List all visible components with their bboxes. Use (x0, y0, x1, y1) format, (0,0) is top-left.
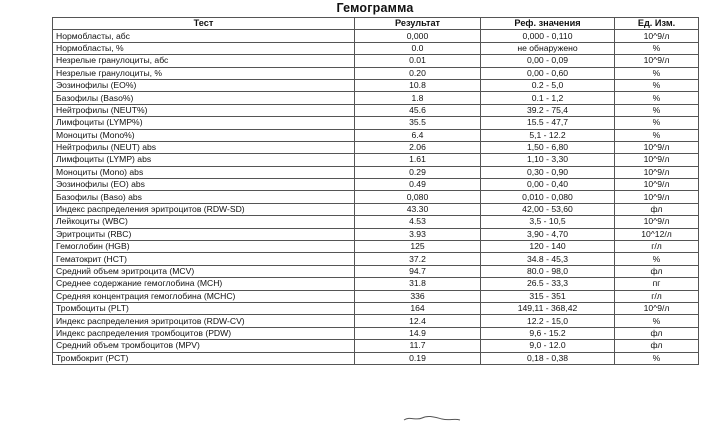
cell-unit: % (615, 79, 699, 91)
cell-reference: 34.8 - 45,3 (481, 253, 615, 265)
cell-result: 10.8 (355, 79, 481, 91)
cell-reference: 12.2 - 15,0 (481, 315, 615, 327)
table-row (53, 327, 699, 339)
cell-reference: 42,00 - 53,60 (481, 203, 615, 215)
cell-test: Моноциты (Mono%) (53, 129, 355, 141)
cell-test: Нейтрофилы (NEUT) abs (53, 141, 355, 153)
cell-result: 94.7 (355, 265, 481, 277)
cell-test: Моноциты (Mono) abs (53, 166, 355, 178)
cell-unit: 10^9/л (615, 166, 699, 178)
cell-unit: 10^9/л (615, 30, 699, 42)
cell-result: 45.6 (355, 104, 481, 116)
table-row (53, 241, 699, 253)
cell-reference: 9,6 - 15.2 (481, 327, 615, 339)
cell-result: 0.20 (355, 67, 481, 79)
cell-result: 4.53 (355, 216, 481, 228)
table-row (53, 30, 699, 42)
table-row (53, 79, 699, 91)
cell-unit: % (615, 352, 699, 364)
table-row (53, 129, 699, 141)
cell-result: 0.49 (355, 179, 481, 191)
table-row (53, 278, 699, 290)
table-row (53, 117, 699, 129)
column-header-unit: Ед. Изм. (615, 18, 699, 30)
cell-unit: 10^12/л (615, 228, 699, 240)
table-row (53, 290, 699, 302)
table-row (53, 154, 699, 166)
cell-unit: фл (615, 340, 699, 352)
cell-unit: % (615, 129, 699, 141)
table-row (53, 104, 699, 116)
cell-reference: 9,0 - 12.0 (481, 340, 615, 352)
handwritten-mark (402, 414, 462, 422)
cell-unit: 10^9/л (615, 302, 699, 314)
table-row (53, 67, 699, 79)
cell-unit: г/л (615, 241, 699, 253)
cell-reference: 1,50 - 6,80 (481, 141, 615, 153)
column-header-result: Результат (355, 18, 481, 30)
table-row (53, 340, 699, 352)
cell-test: Базофилы (Baso) abs (53, 191, 355, 203)
cell-result: 164 (355, 302, 481, 314)
cell-test: Лейкоциты (WBC) (53, 216, 355, 228)
hemogram-table (52, 17, 699, 365)
cell-result: 0.0 (355, 42, 481, 54)
cell-test: Незрелые гранулоциты, % (53, 67, 355, 79)
table-row (53, 216, 699, 228)
cell-test: Индекс распределения эритроцитов (RDW-SD) (53, 203, 355, 215)
cell-reference: 0,010 - 0,080 (481, 191, 615, 203)
cell-test: Средний объем эритроцита (MCV) (53, 265, 355, 277)
cell-reference: 120 - 140 (481, 241, 615, 253)
table-row (53, 265, 699, 277)
cell-unit: % (615, 42, 699, 54)
cell-unit: 10^9/л (615, 141, 699, 153)
cell-reference: 39.2 - 75,4 (481, 104, 615, 116)
cell-unit: 10^9/л (615, 154, 699, 166)
cell-unit: г/л (615, 290, 699, 302)
cell-reference: 0,18 - 0,38 (481, 352, 615, 364)
cell-test: Базофилы (Baso%) (53, 92, 355, 104)
table-row (53, 203, 699, 215)
cell-unit: % (615, 117, 699, 129)
table-row (53, 253, 699, 265)
table-row (53, 302, 699, 314)
report-title: Гемограмма (336, 1, 414, 15)
table-row (53, 179, 699, 191)
cell-result: 125 (355, 241, 481, 253)
cell-result: 0,080 (355, 191, 481, 203)
table-row (53, 352, 699, 364)
cell-unit: 10^9/л (615, 179, 699, 191)
cell-reference: 149,11 - 368,42 (481, 302, 615, 314)
cell-test: Среднее содержание гемоглобина (MCH) (53, 278, 355, 290)
cell-unit: пг (615, 278, 699, 290)
cell-test: Нейтрофилы (NEUT%) (53, 104, 355, 116)
table-row (53, 228, 699, 240)
cell-unit: % (615, 92, 699, 104)
cell-unit: % (615, 315, 699, 327)
cell-unit: фл (615, 327, 699, 339)
cell-reference: 3,90 - 4,70 (481, 228, 615, 240)
cell-reference: 1,10 - 3,30 (481, 154, 615, 166)
cell-reference: 26.5 - 33,3 (481, 278, 615, 290)
table-row (53, 42, 699, 54)
cell-unit: фл (615, 203, 699, 215)
cell-reference: 0,00 - 0,09 (481, 55, 615, 67)
cell-reference: не обнаружено (481, 42, 615, 54)
column-header-test: Тест (53, 18, 355, 30)
cell-reference: 0,00 - 0,40 (481, 179, 615, 191)
cell-result: 37.2 (355, 253, 481, 265)
cell-result: 6.4 (355, 129, 481, 141)
cell-result: 1.61 (355, 154, 481, 166)
cell-test: Эозинофилы (EO%) (53, 79, 355, 91)
cell-result: 35.5 (355, 117, 481, 129)
cell-result: 336 (355, 290, 481, 302)
cell-reference: 0.1 - 1,2 (481, 92, 615, 104)
cell-test: Тромбокрит (PCT) (53, 352, 355, 364)
cell-reference: 80.0 - 98,0 (481, 265, 615, 277)
cell-reference: 0.2 - 5,0 (481, 79, 615, 91)
cell-test: Индекс распределения эритроцитов (RDW-CV) (53, 315, 355, 327)
cell-result: 0,000 (355, 30, 481, 42)
cell-test: Эозинофилы (EO) abs (53, 179, 355, 191)
cell-reference: 0,00 - 0,60 (481, 67, 615, 79)
cell-result: 12.4 (355, 315, 481, 327)
table-body (53, 30, 699, 365)
cell-test: Гематокрит (HCT) (53, 253, 355, 265)
cell-test: Незрелые гранулоциты, абс (53, 55, 355, 67)
table-header-row (53, 18, 699, 30)
column-header-reference: Реф. значения (481, 18, 615, 30)
cell-test: Нормобласты, абс (53, 30, 355, 42)
cell-test: Индекс распределения тромбоцитов (PDW) (53, 327, 355, 339)
cell-reference: 0,30 - 0,90 (481, 166, 615, 178)
cell-reference: 0,000 - 0,110 (481, 30, 615, 42)
table-row (53, 315, 699, 327)
cell-unit: % (615, 104, 699, 116)
cell-reference: 15.5 - 47,7 (481, 117, 615, 129)
cell-reference: 3,5 - 10,5 (481, 216, 615, 228)
cell-test: Нормобласты, % (53, 42, 355, 54)
cell-test: Гемоглобин (HGB) (53, 241, 355, 253)
cell-result: 0.29 (355, 166, 481, 178)
cell-test: Средний объем тромбоцитов (MPV) (53, 340, 355, 352)
table-row (53, 92, 699, 104)
table-row (53, 166, 699, 178)
cell-test: Тромбоциты (PLT) (53, 302, 355, 314)
cell-test: Средняя концентрация гемоглобина (MCHC) (53, 290, 355, 302)
cell-test: Лимфоциты (LYMP) abs (53, 154, 355, 166)
cell-test: Лимфоциты (LYMP%) (53, 117, 355, 129)
cell-result: 0.19 (355, 352, 481, 364)
cell-result: 14.9 (355, 327, 481, 339)
cell-unit: фл (615, 265, 699, 277)
cell-result: 3.93 (355, 228, 481, 240)
cell-unit: 10^9/л (615, 216, 699, 228)
cell-result: 11.7 (355, 340, 481, 352)
lab-report-sheet (52, 0, 698, 365)
cell-unit: 10^9/л (615, 191, 699, 203)
cell-reference: 5,1 - 12.2 (481, 129, 615, 141)
cell-unit: % (615, 253, 699, 265)
cell-result: 2.06 (355, 141, 481, 153)
table-row (53, 191, 699, 203)
cell-unit: % (615, 67, 699, 79)
table-row (53, 55, 699, 67)
cell-result: 1.8 (355, 92, 481, 104)
cell-test: Эритроциты (RBC) (53, 228, 355, 240)
cell-result: 43.30 (355, 203, 481, 215)
cell-unit: 10^9/л (615, 55, 699, 67)
table-row (53, 141, 699, 153)
cell-result: 31.8 (355, 278, 481, 290)
cell-result: 0.01 (355, 55, 481, 67)
cell-reference: 315 - 351 (481, 290, 615, 302)
